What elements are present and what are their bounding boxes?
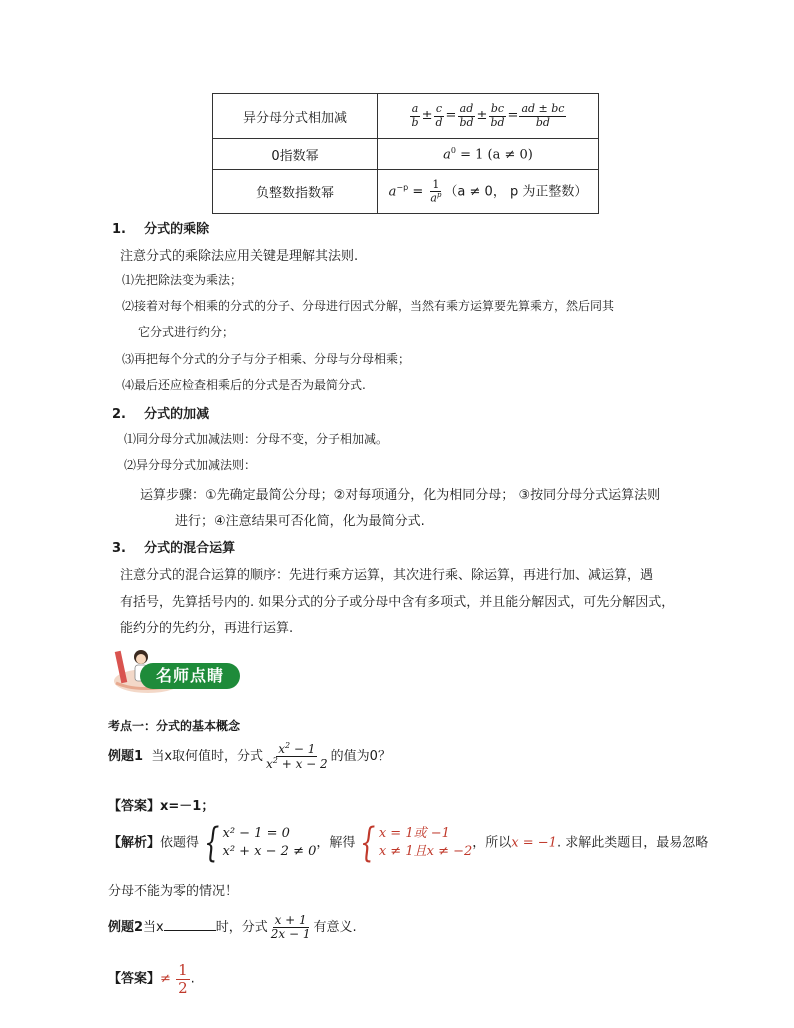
banner-title: 名师点睛 [140, 663, 240, 689]
list-item: 运算步骤：①先确定最简公分母；②对每项通分，化为相同分母； ③按同分母分式运算法则 [140, 488, 661, 503]
table-cell-name: 负整数指数幂 [213, 170, 378, 214]
example-1-answer: 【答案】x=－1； [108, 799, 215, 814]
solution-system: { x = 1或 −1 x ≠ 1且x ≠ −2 [360, 820, 473, 866]
table-row [213, 139, 599, 170]
list-item: ⑷最后还应检查相乘后的分式是否为最简分式. [122, 378, 366, 392]
section-heading: 1. 分式的乘除 [112, 222, 210, 237]
table-row [213, 170, 599, 214]
list-item: 进行；④注意结果可否化简，化为最简分式. [175, 514, 425, 529]
example-1-analysis: 【解析】依题得 { x² − 1 = 0 x² + x − 2 ≠ 0 ，解得 { x = 1或 −1 x ≠ 1且x ≠ −2 ，所以x = −1. 求解此类题目，最易忽略 [108, 820, 709, 866]
table-cell-name: 异分母分式相加减 [213, 94, 378, 139]
list-item: ⑶再把每个分式的分子与分子相乘、分母与分母相乘； [122, 352, 411, 366]
section-heading: 3. 分式的混合运算 [112, 541, 236, 556]
list-item: ⑴同分母分式加减法则：分母不变，分子相加减。 [124, 432, 389, 446]
table-row [213, 94, 599, 139]
table-cell-formula: $a^0 = 1$ (a ≠ 0) [378, 139, 599, 170]
topic-heading: 考点一：分式的基本概念 [108, 719, 241, 733]
list-item: 它分式进行约分； [138, 325, 235, 339]
list-item: ⑵接着对每个相乘的分式的分子、分母进行因式分解，当然有乘方运算要先算乘方，然后同其 [122, 299, 615, 313]
equation-system: { x² − 1 = 0 x² + x − 2 ≠ 0 [204, 820, 317, 866]
example-1-analysis-end: 分母不能为零的情况！ [108, 884, 239, 899]
paragraph-line: 有括号，先算括号内的. 如果分式的分子或分母中含有多项式，并且能分解因式，可先分解因式， [120, 595, 675, 610]
list-item: ⑵异分母分式加减法则： [124, 458, 257, 472]
fraction: $\frac{x^2 - 1}{x^2 + x - 2}$ [266, 741, 328, 772]
example-2-question: 例题2当x 时，分式 $\frac{x + 1}{2x - 1}$ 有意义. [108, 913, 357, 942]
table-cell-name: 0指数幂 [213, 139, 378, 170]
example-2-answer: 【答案】≠ $\frac{1}{2}$ . [108, 961, 195, 997]
blank-line [164, 918, 216, 931]
fraction: $\frac{1}{2}$ [178, 961, 188, 997]
rules-table [212, 93, 599, 214]
paragraph-line: 注意分式的混合运算的顺序：先进行乘方运算，其次进行乘、除运算，再进行加、减运算，遇 [120, 568, 654, 583]
table-cell-formula: $a^{-p}$ = $\frac{1}{a^p}$ （a ≠ 0， p 为正整数） [378, 170, 599, 214]
example-1-question: 例题1 当x取何值时，分式 $\frac{x^2 - 1}{x^2 + x - 2}$ 的值为0？ [108, 741, 391, 772]
section-intro: 注意分式的乘除法应用关键是理解其法则. [120, 249, 359, 264]
fraction: $\frac{x + 1}{2x - 1}$ [270, 913, 311, 942]
section-heading: 2. 分式的加减 [112, 407, 210, 422]
table-cell-formula: $\frac{a}{b}$ ± $\frac{c}{d}$ = $\frac{ad}{bd}$ ± $\frac{bc}{bd}$ = $\frac{ad \pm bc}{bd}$ [378, 94, 599, 139]
paragraph-line: 能约分的先约分，再进行运算. [120, 621, 294, 636]
list-item: ⑴先把除法变为乘法； [122, 273, 243, 287]
